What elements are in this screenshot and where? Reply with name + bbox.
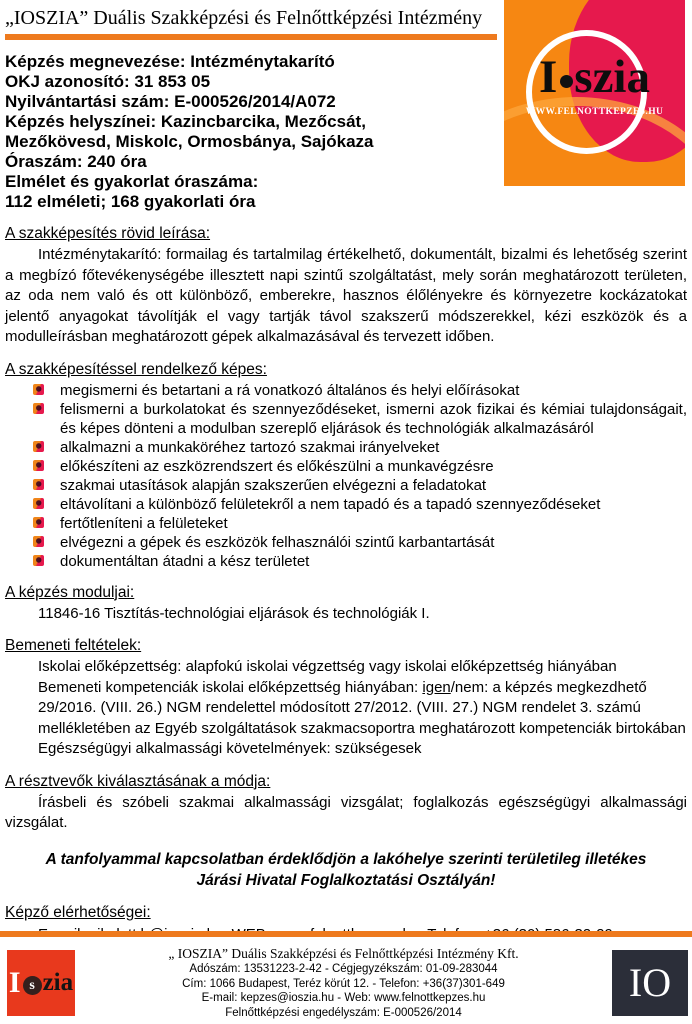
list-item bbox=[33, 476, 687, 495]
footer-logo-letters-zia: zia bbox=[42, 968, 74, 996]
section-heading-modules: A képzés moduljai: bbox=[5, 583, 135, 601]
entry-competency-suffix: /nem: a képzés megkezdhető 29/2016. (VIII. 26.) NGM rendelettel módosított 27/2012. (VIII. 27.) NGM rendelet 3. számú mellékletében az Egyéb szolgáltatások szakmacsoportra meghatározott kompetenciák birtokában bbox=[38, 678, 686, 737]
list-item-text: megismerni és betartani a rá vonatkozó általános és helyi előírásokat bbox=[60, 381, 520, 399]
entry-line-competencies bbox=[38, 678, 687, 740]
bullet-square-icon bbox=[33, 555, 44, 566]
capabilities-list bbox=[5, 381, 687, 571]
list-item-text: alkalmazni a munkaköréhez tartozó szakmai irányelveket bbox=[60, 438, 440, 456]
logo-dot-icon bbox=[560, 75, 573, 88]
list-item bbox=[33, 514, 687, 533]
entry-line-health: Egészségügyi alkalmassági követelmények: szükségesek bbox=[38, 740, 422, 757]
bullet-square-icon bbox=[33, 403, 44, 414]
modules-block bbox=[38, 604, 687, 625]
entry-line-schooling: Iskolai előképzettség: alapfokú iskolai végzettség vagy iskolai előképzettség hiányában bbox=[38, 658, 617, 675]
title-divider bbox=[5, 34, 497, 40]
course-info-line: 112 elméleti; 168 gyakorlati óra bbox=[5, 192, 256, 211]
ioszia-logo bbox=[504, 0, 685, 186]
footer-logo-letter-s: s bbox=[29, 977, 35, 993]
logo-website-text: WWW.FELNOTTKEPZES.HU bbox=[525, 107, 664, 117]
bullet-square-icon bbox=[33, 479, 44, 490]
notice-text: A tanfolyammal kapcsolatban érdeklődjön a lakóhelye szerinti területileg illetékes Járási Hivatal Foglalkoztatási Osztályán! bbox=[45, 850, 647, 889]
list-item-text: előkészíteni az eszközrendszert és előkészülni a munkavégzésre bbox=[60, 457, 494, 475]
footer-io-logo: IO bbox=[612, 950, 688, 1016]
footer-info-line: Adószám: 13531223-2-42 - Cégjegyzékszám: 01-09-283044 bbox=[189, 963, 498, 975]
page-title: „IOSZIA” Duális Szakképzési és Felnőttképzési Intézmény bbox=[5, 7, 483, 29]
bullet-square-icon bbox=[33, 498, 44, 509]
entry-requirements-block bbox=[38, 657, 687, 760]
course-info-line: Nyilvántartási szám: E-000526/2014/A072 bbox=[5, 92, 336, 111]
list-item-text: elvégezni a gépek és eszközök felhasználói szintű karbantartását bbox=[60, 533, 495, 551]
footer-info-line: Cím: 1066 Budapest, Teréz körút 12. - Telefon: +36(37)301-649 bbox=[182, 977, 505, 990]
selection-paragraph: Írásbeli és szóbeli szakmai alkalmassági vizsgálat; foglalkozás egészségügyi alkalmassági vizsgálat. bbox=[5, 793, 687, 831]
list-item bbox=[33, 552, 687, 571]
list-item-text: fertőtleníteni a felületeket bbox=[60, 514, 228, 532]
bullet-square-icon bbox=[33, 536, 44, 547]
footer-info-line: E-mail: kepzes@ioszia.hu - Web: www.felnottkepzes.hu bbox=[201, 992, 486, 1004]
footer-logo-letter-i: I bbox=[8, 965, 21, 999]
list-item-text: szakmai utasítások alapján szakszerűen elvégezni a feladatokat bbox=[60, 476, 487, 494]
bullet-square-icon bbox=[33, 384, 44, 395]
course-info-line: Mezőkövesd, Miskolc, Ormosbánya, Sajókaza bbox=[5, 132, 374, 151]
list-item bbox=[33, 400, 687, 438]
footer-lines bbox=[79, 962, 608, 1020]
section-heading-capabilities: A szakképesítéssel rendelkező képes: bbox=[5, 360, 267, 378]
logo-wordmark bbox=[504, 52, 685, 102]
bullet-square-icon bbox=[33, 460, 44, 471]
module-line: 11846-16 Tisztítás-technológiai eljárások és technológiák I. bbox=[38, 604, 430, 622]
logo-letter-i: I bbox=[538, 51, 558, 103]
bullet-square-icon bbox=[33, 517, 44, 528]
footer-body bbox=[0, 937, 692, 1024]
list-item-text: dokumentáltan átadni a kész területet bbox=[60, 552, 310, 570]
footer-contact-block bbox=[75, 945, 612, 1020]
footer-ioszia-logo bbox=[7, 950, 75, 1016]
entry-competency-yes: igen bbox=[422, 678, 451, 696]
list-item bbox=[33, 457, 687, 476]
entry-competency-prefix: Bemeneti kompetenciák iskolai előképzettség hiányában: bbox=[38, 678, 423, 696]
footer-logo-o-icon bbox=[23, 976, 42, 995]
list-item-text: eltávolítani a különböző felületekről a nem tapadó és a tapadó szennyeződéseket bbox=[60, 495, 601, 513]
course-info-line: Elmélet és gyakorlat óraszáma: bbox=[5, 172, 259, 191]
list-item-text: felismerni a burkolatokat és szennyeződéseket, ismerni azok fizikai és kémiai tulajdonságait, és képes dönteni a modulban szereplő eljárások és technológiák alkalmazásáról bbox=[60, 400, 687, 437]
page-footer bbox=[0, 931, 692, 1024]
course-info-line: Óraszám: 240 óra bbox=[5, 152, 147, 171]
list-item bbox=[33, 381, 687, 400]
footer-company-name: „ IOSZIA” Duális Szakképzési és Felnőttképzési Intézmény Kft. bbox=[168, 946, 519, 961]
section-heading-selection: A résztvevők kiválasztásának a módja: bbox=[5, 772, 271, 790]
list-item bbox=[33, 533, 687, 552]
description-paragraph: Intézménytakarító: formailag és tartalmilag értékelhető, dokumentált, bizalmi és lehetőség szerint a megbízó főtevékenységébe illesztett napi szintű szolgáltatást, mely során meghatározott területen, az oda nem való és ott különböző, emberekre, hasznos élőlényekre és környezetre kockázatokat jelentő anyagokat távolítják el vagy tartják távol szakszerű módszerekkel, kézi eszközök és a modulleírásban meghatározott gépek alkalmazásával és tervezett időben. bbox=[5, 246, 687, 345]
footer-info-line: Felnőttképzési engedélyszám: E-000526/2014 bbox=[225, 1006, 462, 1019]
logo-letters-szia: szia bbox=[574, 51, 650, 103]
section-heading-description: A szakképesítés rövid leírása: bbox=[5, 225, 211, 242]
section-heading-entry: Bemeneti feltételek: bbox=[5, 637, 142, 654]
bullet-square-icon bbox=[33, 441, 44, 452]
list-item bbox=[33, 495, 687, 514]
list-item bbox=[33, 438, 687, 457]
course-info-block bbox=[5, 52, 505, 212]
course-info-line: Képzés helyszínei: Kazincbarcika, Mezőcsát, bbox=[5, 112, 366, 131]
course-info-line: OKJ azonosító: 31 853 05 bbox=[5, 72, 211, 91]
course-info-line: Képzés megnevezése: Intézménytakarító bbox=[5, 52, 335, 71]
section-heading-contact: Képző elérhetőségei: bbox=[5, 903, 151, 921]
